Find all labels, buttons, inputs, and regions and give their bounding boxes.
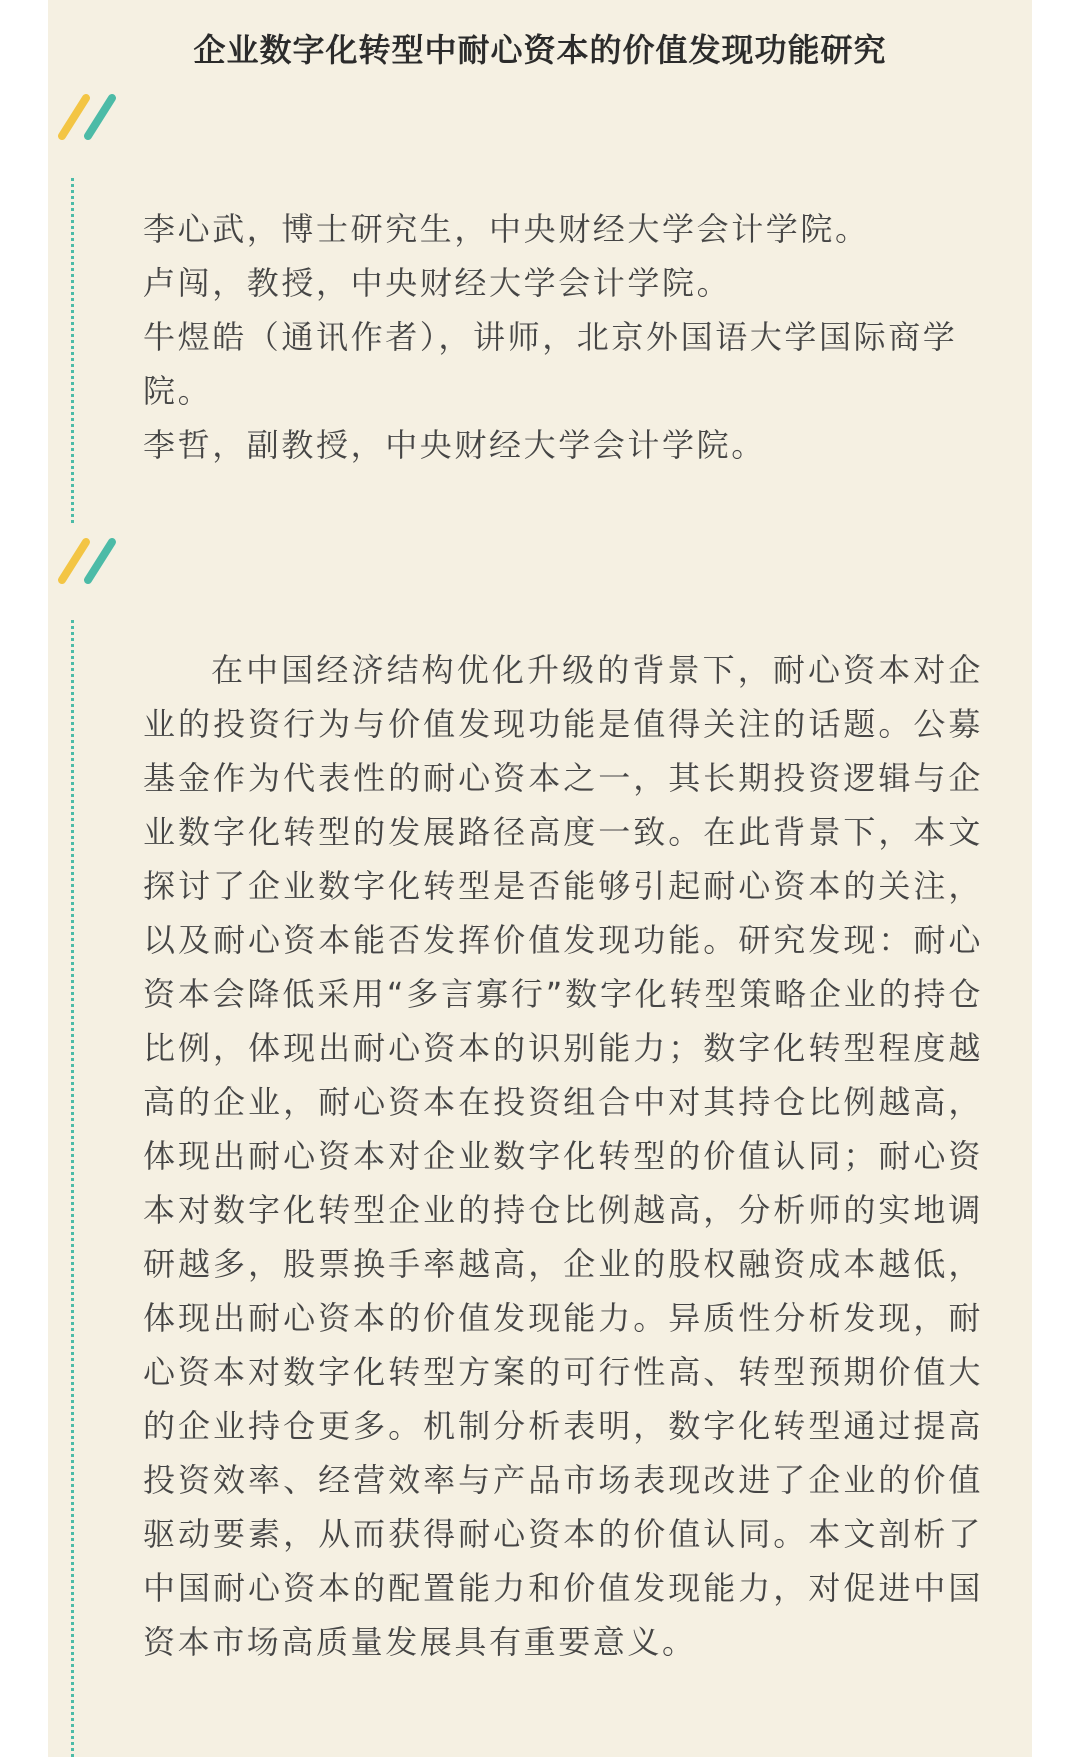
author-line: 李心武，博士研究生，中央财经大学会计学院。 xyxy=(143,210,870,248)
abstract-paragraph: 在中国经济结构优化升级的背景下，耐心资本对企业的投资行为与价值发现功能是值得关注的话题。公募基金作为代表性的耐心资本之一，其长期投资逻辑与企业数字化转型的发展路径高度一致。在此背景下，本文探讨了企业数字化转型是否能够引起耐心资本的关注，以及耐心资本能否发挥价值发现功能。研究发现：耐心资本会降低采用“多言寡行”数字化转型策略企业的持仓比例，体现出耐心资本的识别能力；数字化转型程度越高的企业，耐心资本在投资组合中对其持仓比例越高，体现出耐心资本对企业数字化转型的价值认同；耐心资本对数字化转型企业的持仓比例越高，分析师的实地调研越多，股票换手率越高，企业的股权融资成本越低，体现出耐心资本的价值发现能力。异质性分析发现，耐心资本对数字化转型方案的可行性高、转型预期价值大的企业持仓更多。机制分析表明，数字化转型通过提高投资效率、经营效率与产品市场表现改进了企业的价值驱动要素，从而获得耐心资本的价值认同。本文剖析了中国耐心资本的配置能力和价值发现能力，对促进中国资本市场高质量发展具有重要意义。 xyxy=(143,651,983,1661)
abstract-text xyxy=(143,643,983,1669)
author-list xyxy=(143,202,983,472)
double-slash-icon xyxy=(56,536,126,586)
article-card xyxy=(48,0,1032,1757)
article-title: 企业数字化转型中耐心资本的价值发现功能研究 xyxy=(193,31,887,69)
author-line: 牛煜皓（通讯作者），讲师，北京外国语大学国际商学院。 xyxy=(143,318,958,410)
dotted-divider xyxy=(71,620,74,1757)
dotted-divider xyxy=(71,178,74,523)
double-slash-icon xyxy=(56,92,126,142)
author-line: 李哲，副教授，中央财经大学会计学院。 xyxy=(143,426,766,464)
author-line: 卢闯，教授，中央财经大学会计学院。 xyxy=(143,264,732,302)
